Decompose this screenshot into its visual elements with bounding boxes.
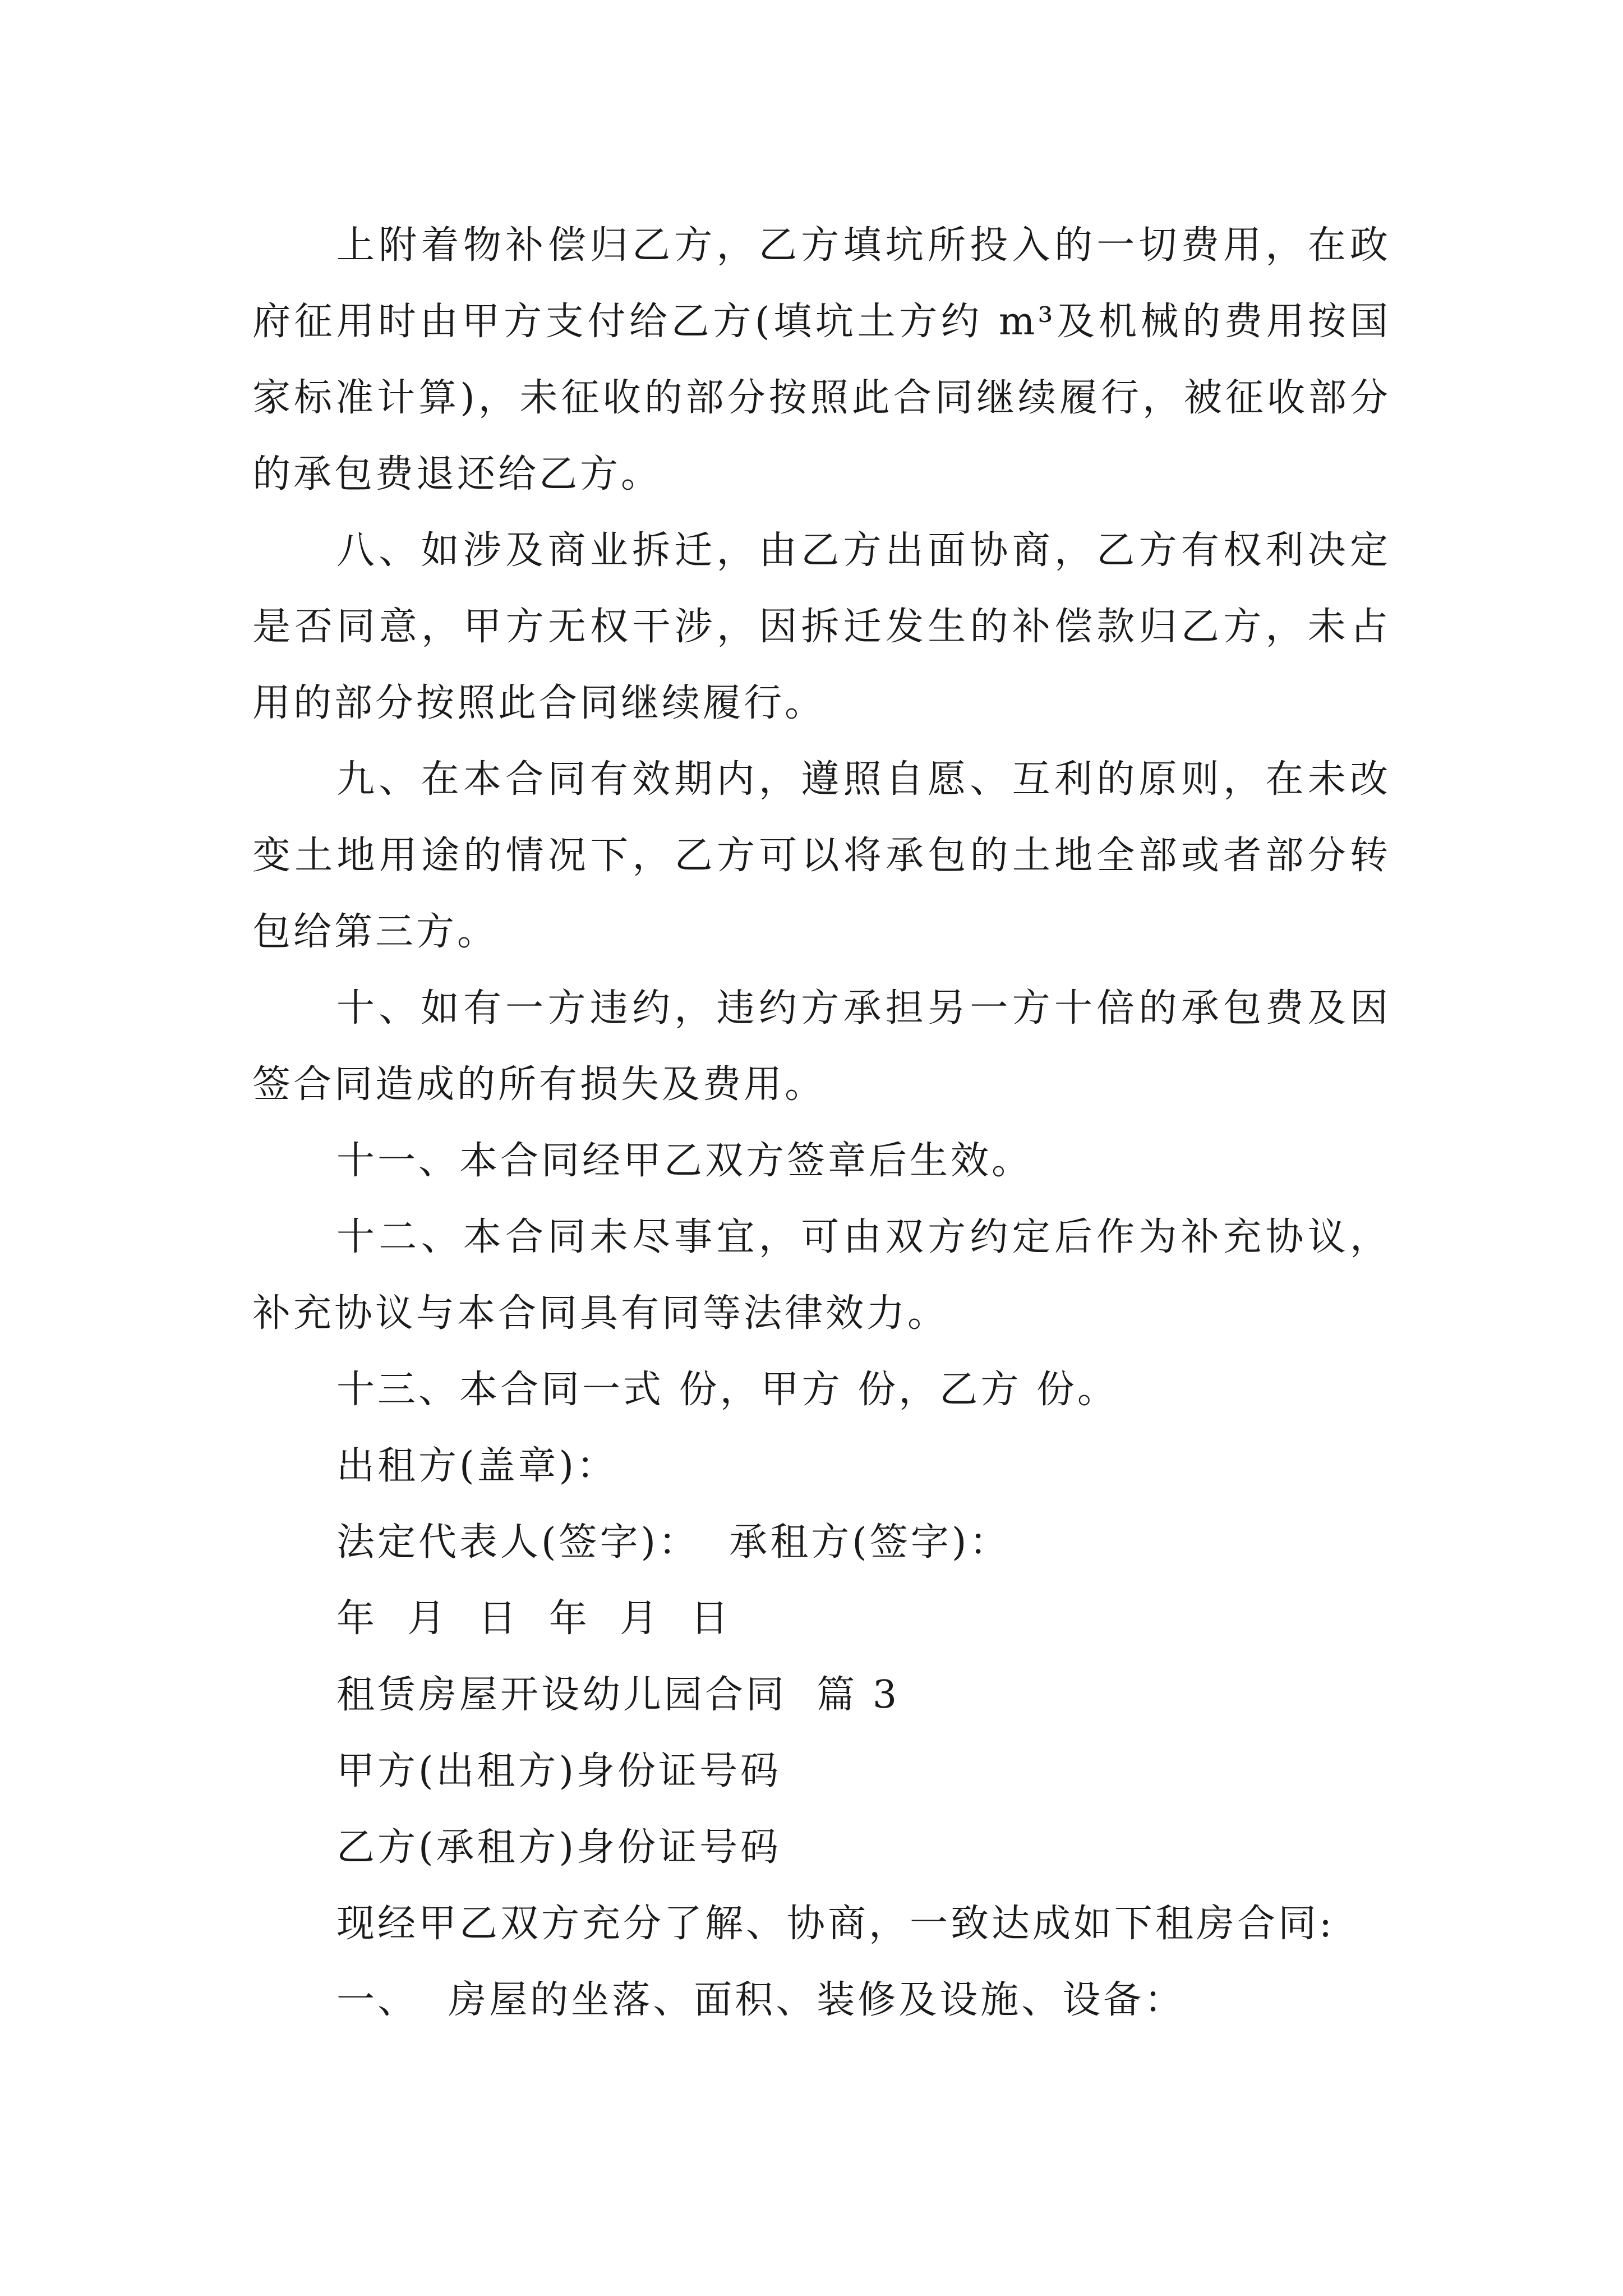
line-signatures: 法定代表人(签字)： 承租方(签字)： [336, 1520, 1011, 1565]
paragraph-clause-8: 八、如涉及商业拆迁，由乙方出面协商，乙方有权利决定是否同意，甲方无权干涉，因拆迁发生的补偿款归乙方，未占用的部分按照此合同继续履行。 [252, 528, 1391, 725]
paragraph-clause-12: 十二、本合同未尽事宜，可由双方约定后作为补充协议，补充协议与本合同具有同等法律效力。 [252, 1215, 1391, 1336]
paragraph-compensation: 上附着物补偿归乙方，乙方填坑所投入的一切费用，在政府征用时由甲方支付给乙方(填坑土方约 m³及机械的费用按国家标准计算)，未征收的部分按照此合同继续履行，被征收部分的承包费退还给乙方。 [252, 223, 1391, 496]
paragraph-clause-11: 十一、本合同经甲乙双方签章后生效。 [336, 1139, 1033, 1183]
line-dates: 年 月 日 年 月 日 [336, 1596, 732, 1641]
paragraph-clause-10: 十、如有一方违约，违约方承担另一方十倍的承包费及因签合同造成的所有损失及费用。 [252, 986, 1391, 1107]
line-lessor-seal: 出租方(盖章)： [336, 1444, 618, 1488]
line-section-1: 一、 房屋的坐落、面积、装修及设施、设备： [336, 1978, 1186, 2022]
line-agreement-intro: 现经甲乙双方充分了解、协商，一致达成如下租房合同: [336, 1902, 1335, 1946]
document-body [252, 208, 1391, 2039]
line-clause-13: 十三、本合同一式 份，甲方 份，乙方 份。 [336, 1368, 1118, 1412]
section-heading: 租赁房屋开设幼儿园合同 篇 3 [336, 1673, 900, 1717]
line-party-a-id: 甲方(出租方)身份证号码 [336, 1749, 782, 1793]
line-party-b-id: 乙方(承租方)身份证号码 [336, 1825, 782, 1870]
paragraph-clause-9: 九、在本合同有效期内，遵照自愿、互利的原则，在未改变土地用途的情况下，乙方可以将承包的土地全部或者部分转包给第三方。 [252, 757, 1391, 954]
